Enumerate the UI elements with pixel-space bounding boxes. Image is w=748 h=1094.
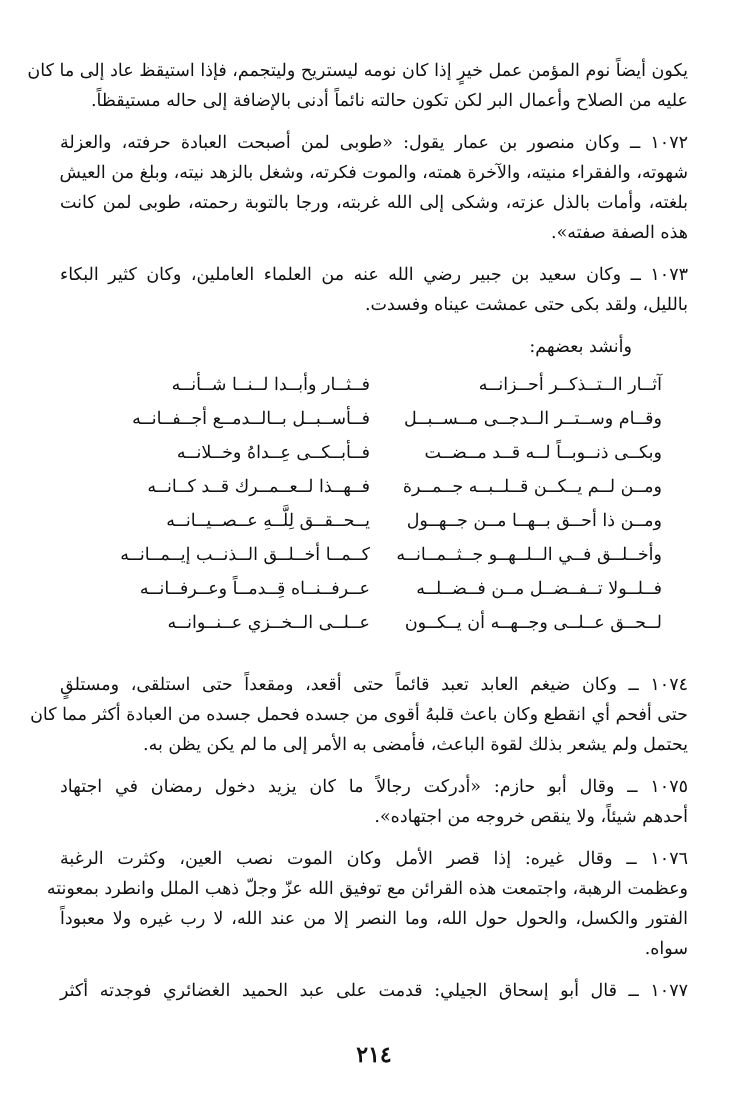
poem-verse	[60, 402, 688, 436]
book-page	[27, 56, 688, 1018]
text-line: شهوته، والفقراء منيته، والآخرة همته، والموت فكرته، وشغل بالزهد نيته، وبلغ من العيش	[59, 163, 688, 183]
paragraph-1075	[60, 772, 688, 832]
paragraph-1073	[60, 260, 688, 320]
text-line: عليه من الصلاح وأعمال البر لكن تكون حالته نائماً أدنى بالإضافة إلى حاله مستيقظاً.	[90, 91, 688, 111]
poem	[60, 368, 688, 640]
poem-verse	[60, 470, 688, 504]
verse-second-hemistich: عــرفــنــاه قِــدمــاً وعــرفــانــه	[139, 579, 370, 599]
paragraph-1077	[60, 976, 688, 1006]
paragraph-continuation	[27, 56, 688, 116]
text-line: يكون أيضاً نوم المؤمن عمل خيرٍ إذا كان نومه ليستريح وليتجمم، فإذا استيقظ عاد إلى ما كان	[27, 61, 688, 81]
paragraph-1072	[60, 128, 688, 248]
text-line: ١٠٧٤ ــ وكان ضيغم العابد تعبد قائماً حتى أقعد، ومقعداً حتى استلقى، ومستلقٍ	[60, 675, 688, 695]
verse-second-hemistich: فــثــار وأبــدا لــنــا شــأنــه	[171, 375, 370, 395]
poem-intro: وأنشد بعضهم:	[529, 337, 632, 357]
text-line: أحدهم شيئاً، ولا ينقص خروجه من اجتهاده».	[374, 807, 688, 827]
verse-second-hemistich: فــهــذا لــعــمــرك قــد كــانــه	[147, 477, 370, 497]
poem-verse	[60, 436, 688, 470]
text-line: بلغته، وأمات بالذل عزته، وشكى إلى الله غربته، ورجا بالتوبة رحمته، طوبى لمن كانت	[60, 193, 688, 213]
verse-second-hemistich: فــأبــكــى عِــداهُ وخــلانــه	[176, 443, 370, 463]
text-line: الفتور والكسل، والحول حول الله، وما النصر إلا من عند الله، لا رب غيره ولا معبوداً	[60, 909, 688, 929]
paragraph-1074	[30, 670, 688, 760]
verse-first-hemistich: آثــار الــتــذكــر أحــزانــه	[478, 375, 662, 395]
verse-second-hemistich: يــحــقــق لِلَّــهِ عــصــيــانــه	[166, 511, 370, 531]
text-line: يحتمل ولم يشعر بذلك لقوة الباعث، فأمضى به الأمر إلى ما لم يكن يظن به.	[143, 735, 688, 755]
text-line: هذه الصفة صفته».	[551, 223, 688, 243]
paragraph-1076	[46, 844, 688, 964]
verse-second-hemistich: فــأســبــل بــالــدمــع أجــفــانــه	[132, 409, 370, 429]
text-line: سواه.	[644, 939, 688, 959]
poem-verse	[60, 572, 688, 606]
text-line: ١٠٧٧ ــ قال أبو إسحاق الجيلي: قدمت على عبد الحميد الغضائري فوجدته أكثر	[60, 981, 688, 1001]
verse-first-hemistich: فــلــولا تــفــضــل مــن فــضــلــه	[416, 579, 662, 599]
poem-verse	[60, 606, 688, 640]
verse-second-hemistich: عــلــى الــخــزي عــنــوانــه	[167, 613, 370, 633]
text-line: ١٠٧٣ ــ وكان سعيد بن جبير رضي الله عنه من العلماء العاملين، وكان كثير البكاء	[60, 265, 688, 285]
text-line: ١٠٧٦ ــ وقال غيره: إذا قصر الأمل وكان الموت نصب العين، وكثرت الرغبة	[60, 849, 688, 869]
page-number: ٢١٤	[356, 1042, 392, 1068]
verse-first-hemistich: ومــن ذا أحــق بــهــا مــن جــهــول	[406, 511, 662, 531]
text-line: حتى أفحم أي انقطع وكان باعث قلبهُ أقوى من جسده فحمل جسده من العبادة أكثر مما كان	[30, 705, 688, 725]
poem-verse	[60, 538, 688, 572]
verse-first-hemistich: وبكــى ذنــوبــاً لــه قــد مــضــت	[424, 443, 662, 463]
poem-verse	[60, 504, 688, 538]
text-line: وعظمت الرهبة، واجتمعت هذه القرائن مع توفيق الله عزّ وجلّ ذهب الملل وانطرد بمعونته	[46, 879, 688, 899]
verse-first-hemistich: لــحــق عــلــى وجــهــه أن يــكــون	[404, 613, 662, 633]
verse-first-hemistich: وقــام وســتــر الــدجــى مــســبــل	[403, 409, 662, 429]
verse-first-hemistich: وأخــلــق فــي الــلــهــو جــثــمــانــه	[396, 545, 662, 565]
poem-verse	[60, 368, 688, 402]
text-line: ١٠٧٢ ــ وكان منصور بن عمار يقول: «طوبى لمن أصبحت العبادة حرفته، والعزلة	[60, 133, 688, 153]
verse-first-hemistich: ومــن لــم يــكــن قــلــبــه جــمــرة	[402, 477, 662, 497]
text-line: ١٠٧٥ ــ وقال أبو حازم: «أدركت رجالاً ما كان يزيد دخول رمضان في اجتهاد	[60, 777, 688, 797]
text-line: بالليل، ولقد بكى حتى عمشت عيناه وفسدت.	[364, 295, 688, 315]
verse-second-hemistich: كــمــا أخــلــق الــذنــب إيــمــانــه	[120, 545, 370, 565]
